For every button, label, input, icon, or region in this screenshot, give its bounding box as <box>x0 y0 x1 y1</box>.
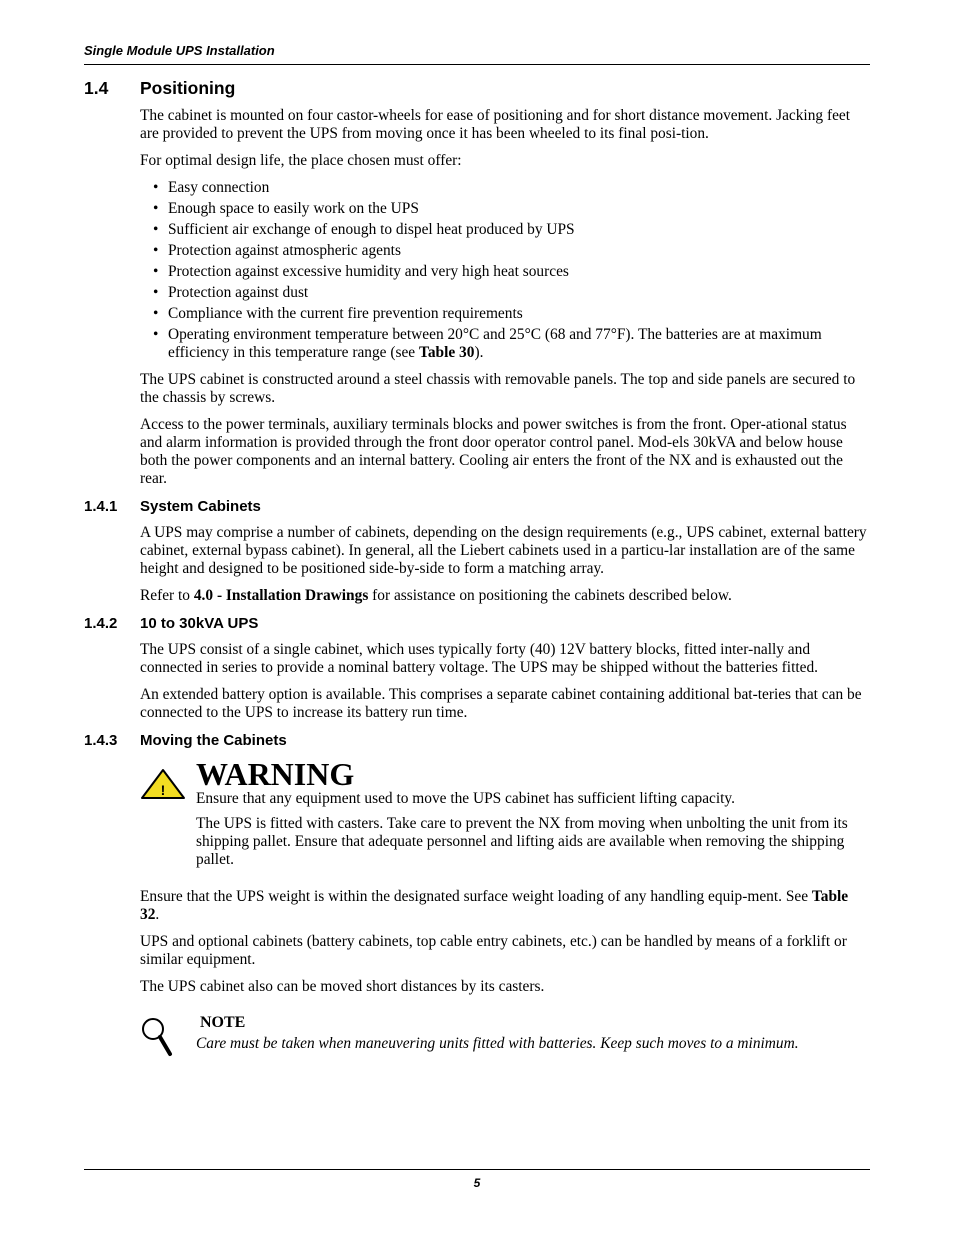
paragraph: Access to the power terminals, auxiliary terminals blocks and power switches is from the front. Oper-ational status and alarm information is provided through the front door operator control panel. Mod-els 30kVA and below house both the power components and an internal battery. Cooling air enters the front of the NX and is exhausted out the rear. <box>140 416 847 487</box>
paragraph-text: . <box>155 906 160 923</box>
note-text: Care must be taken when maneuvering units fitted with batteries. Keep such moves to a minimum. <box>196 1035 799 1052</box>
header-rule <box>84 64 870 65</box>
list-item: • Operating environment temperature between 20°C and 25°C (68 and 77°F). The batteries are at maximum efficiency in this temperature range (see Table 30). <box>153 326 822 361</box>
section-body-1-4-1 <box>140 524 870 605</box>
note-content <box>196 1014 799 1063</box>
warning-paragraph: The UPS is fitted with casters. Take care to prevent the NX from moving when unbolting the unit from its shipping pallet. Ensure that adequate personnel and lifting aids are available when removing the shipping pallet. <box>196 815 848 868</box>
paragraph-text: for assistance on positioning the cabinets described below. <box>368 587 732 604</box>
section-number: 1.4 <box>84 78 109 98</box>
footer-rule <box>84 1169 870 1170</box>
section-number: 1.4.2 <box>84 615 118 632</box>
section-title: Moving the Cabinets <box>140 732 287 749</box>
list-item: • Easy connection <box>153 179 270 196</box>
list-item: • Sufficient air exchange of enough to dispel heat produced by UPS <box>153 221 575 238</box>
warning-paragraph: Ensure that any equipment used to move the UPS cabinet has sufficient lifting capacity. <box>196 790 735 807</box>
section-title: Positioning <box>140 78 236 98</box>
list-item-text: Operating environment temperature between 20°C and 25°C (68 and 77°F). The batteries are at maximum efficiency in this temperature range (see <box>168 326 822 361</box>
section-body-1-4 <box>140 107 870 488</box>
paragraph: The UPS cabinet also can be moved short distances by its casters. <box>140 978 545 995</box>
table-30-reference[interactable]: Table 30 <box>418 344 475 361</box>
list-item-text: Easy connection <box>168 179 270 196</box>
list-item: • Protection against excessive humidity and very high heat sources <box>153 263 569 280</box>
paragraph: UPS and optional cabinets (battery cabinets, top cable entry cabinets, etc.) can be handled by means of a forklift or similar equipment. <box>140 933 847 968</box>
warning-content <box>196 758 870 876</box>
running-header: Single Module UPS Installation <box>84 43 275 58</box>
paragraph: A UPS may comprise a number of cabinets, depending on the design requirements (e.g., UPS cabinet, external battery cabinet, external bypass cabinet). In general, all the Liebert cabinets used in a particu-lar installation are of the same height and designed to be positioned side-by-side to form a matching array. <box>140 524 867 577</box>
section-body-1-4-3 <box>140 758 870 1063</box>
paragraph: The UPS cabinet is constructed around a steel chassis with removable panels. The top and side panels are secured to the chassis by screws. <box>140 371 856 406</box>
paragraph-text: Refer to <box>140 587 194 604</box>
note-box <box>140 1014 870 1063</box>
section-number: 1.4.3 <box>84 732 118 749</box>
section-title: 10 to 30kVA UPS <box>140 615 259 632</box>
paragraph: For optimal design life, the place chosen must offer: <box>140 152 462 169</box>
svg-text:!: ! <box>160 782 166 798</box>
paragraph: The cabinet is mounted on four castor-wheels for ease of positioning and for short distance movement. Jacking feet are provided to prevent the UPS from moving once it has been wheeled to its final posi-tion. <box>140 107 851 142</box>
list-item-text: Protection against dust <box>168 284 309 301</box>
list-item-text: Enough space to easily work on the UPS <box>168 200 419 217</box>
section-heading-1-4-2 <box>84 615 870 632</box>
paragraph-text: Ensure that the UPS weight is within the designated surface weight loading of any handling equip-ment. See <box>140 888 812 905</box>
list-item-text: Protection against atmospheric agents <box>168 242 401 259</box>
paragraph: An extended battery option is available. This comprises a separate cabinet containing additional bat-teries that can be connected to the UPS to increase its battery run time. <box>140 686 862 721</box>
page-number: 5 <box>473 1176 481 1190</box>
section-heading-1-4-3 <box>84 732 870 749</box>
list-item: • Protection against dust <box>153 284 309 301</box>
section-number: 1.4.1 <box>84 498 118 515</box>
section-heading-1-4 <box>84 78 870 99</box>
list-item-text: Sufficient air exchange of enough to dispel heat produced by UPS <box>168 221 575 238</box>
warning-title: WARNING <box>196 756 355 792</box>
page-content <box>84 78 870 1063</box>
list-item: • Enough space to easily work on the UPS <box>153 200 419 217</box>
requirements-list <box>140 179 870 362</box>
list-item: • Protection against atmospheric agents <box>153 242 401 259</box>
section-body-1-4-2 <box>140 641 870 722</box>
section-heading-1-4-1 <box>84 498 870 515</box>
installation-drawings-reference[interactable]: 4.0 - Installation Drawings <box>193 587 369 604</box>
table-32-reference[interactable]: Table 32 <box>140 888 849 923</box>
magnifier-icon <box>140 1014 196 1063</box>
warning-box <box>140 758 870 876</box>
note-title: NOTE <box>200 1014 246 1031</box>
section-title: System Cabinets <box>140 498 261 515</box>
paragraph: The UPS consist of a single cabinet, which uses typically forty (40) 12V battery blocks, fitted inter-nally and connected in series to provide a nominal battery voltage. The UPS may be shipped without the batteries fitted. <box>140 641 819 676</box>
list-item-text: Protection against excessive humidity and very high heat sources <box>168 263 569 280</box>
list-item-text: Compliance with the current fire prevention requirements <box>168 305 523 322</box>
paragraph <box>140 587 870 605</box>
list-item: • Compliance with the current fire prevention requirements <box>153 305 523 322</box>
paragraph <box>140 888 870 924</box>
warning-triangle-icon <box>140 758 196 876</box>
list-item-text: ). <box>474 344 484 361</box>
